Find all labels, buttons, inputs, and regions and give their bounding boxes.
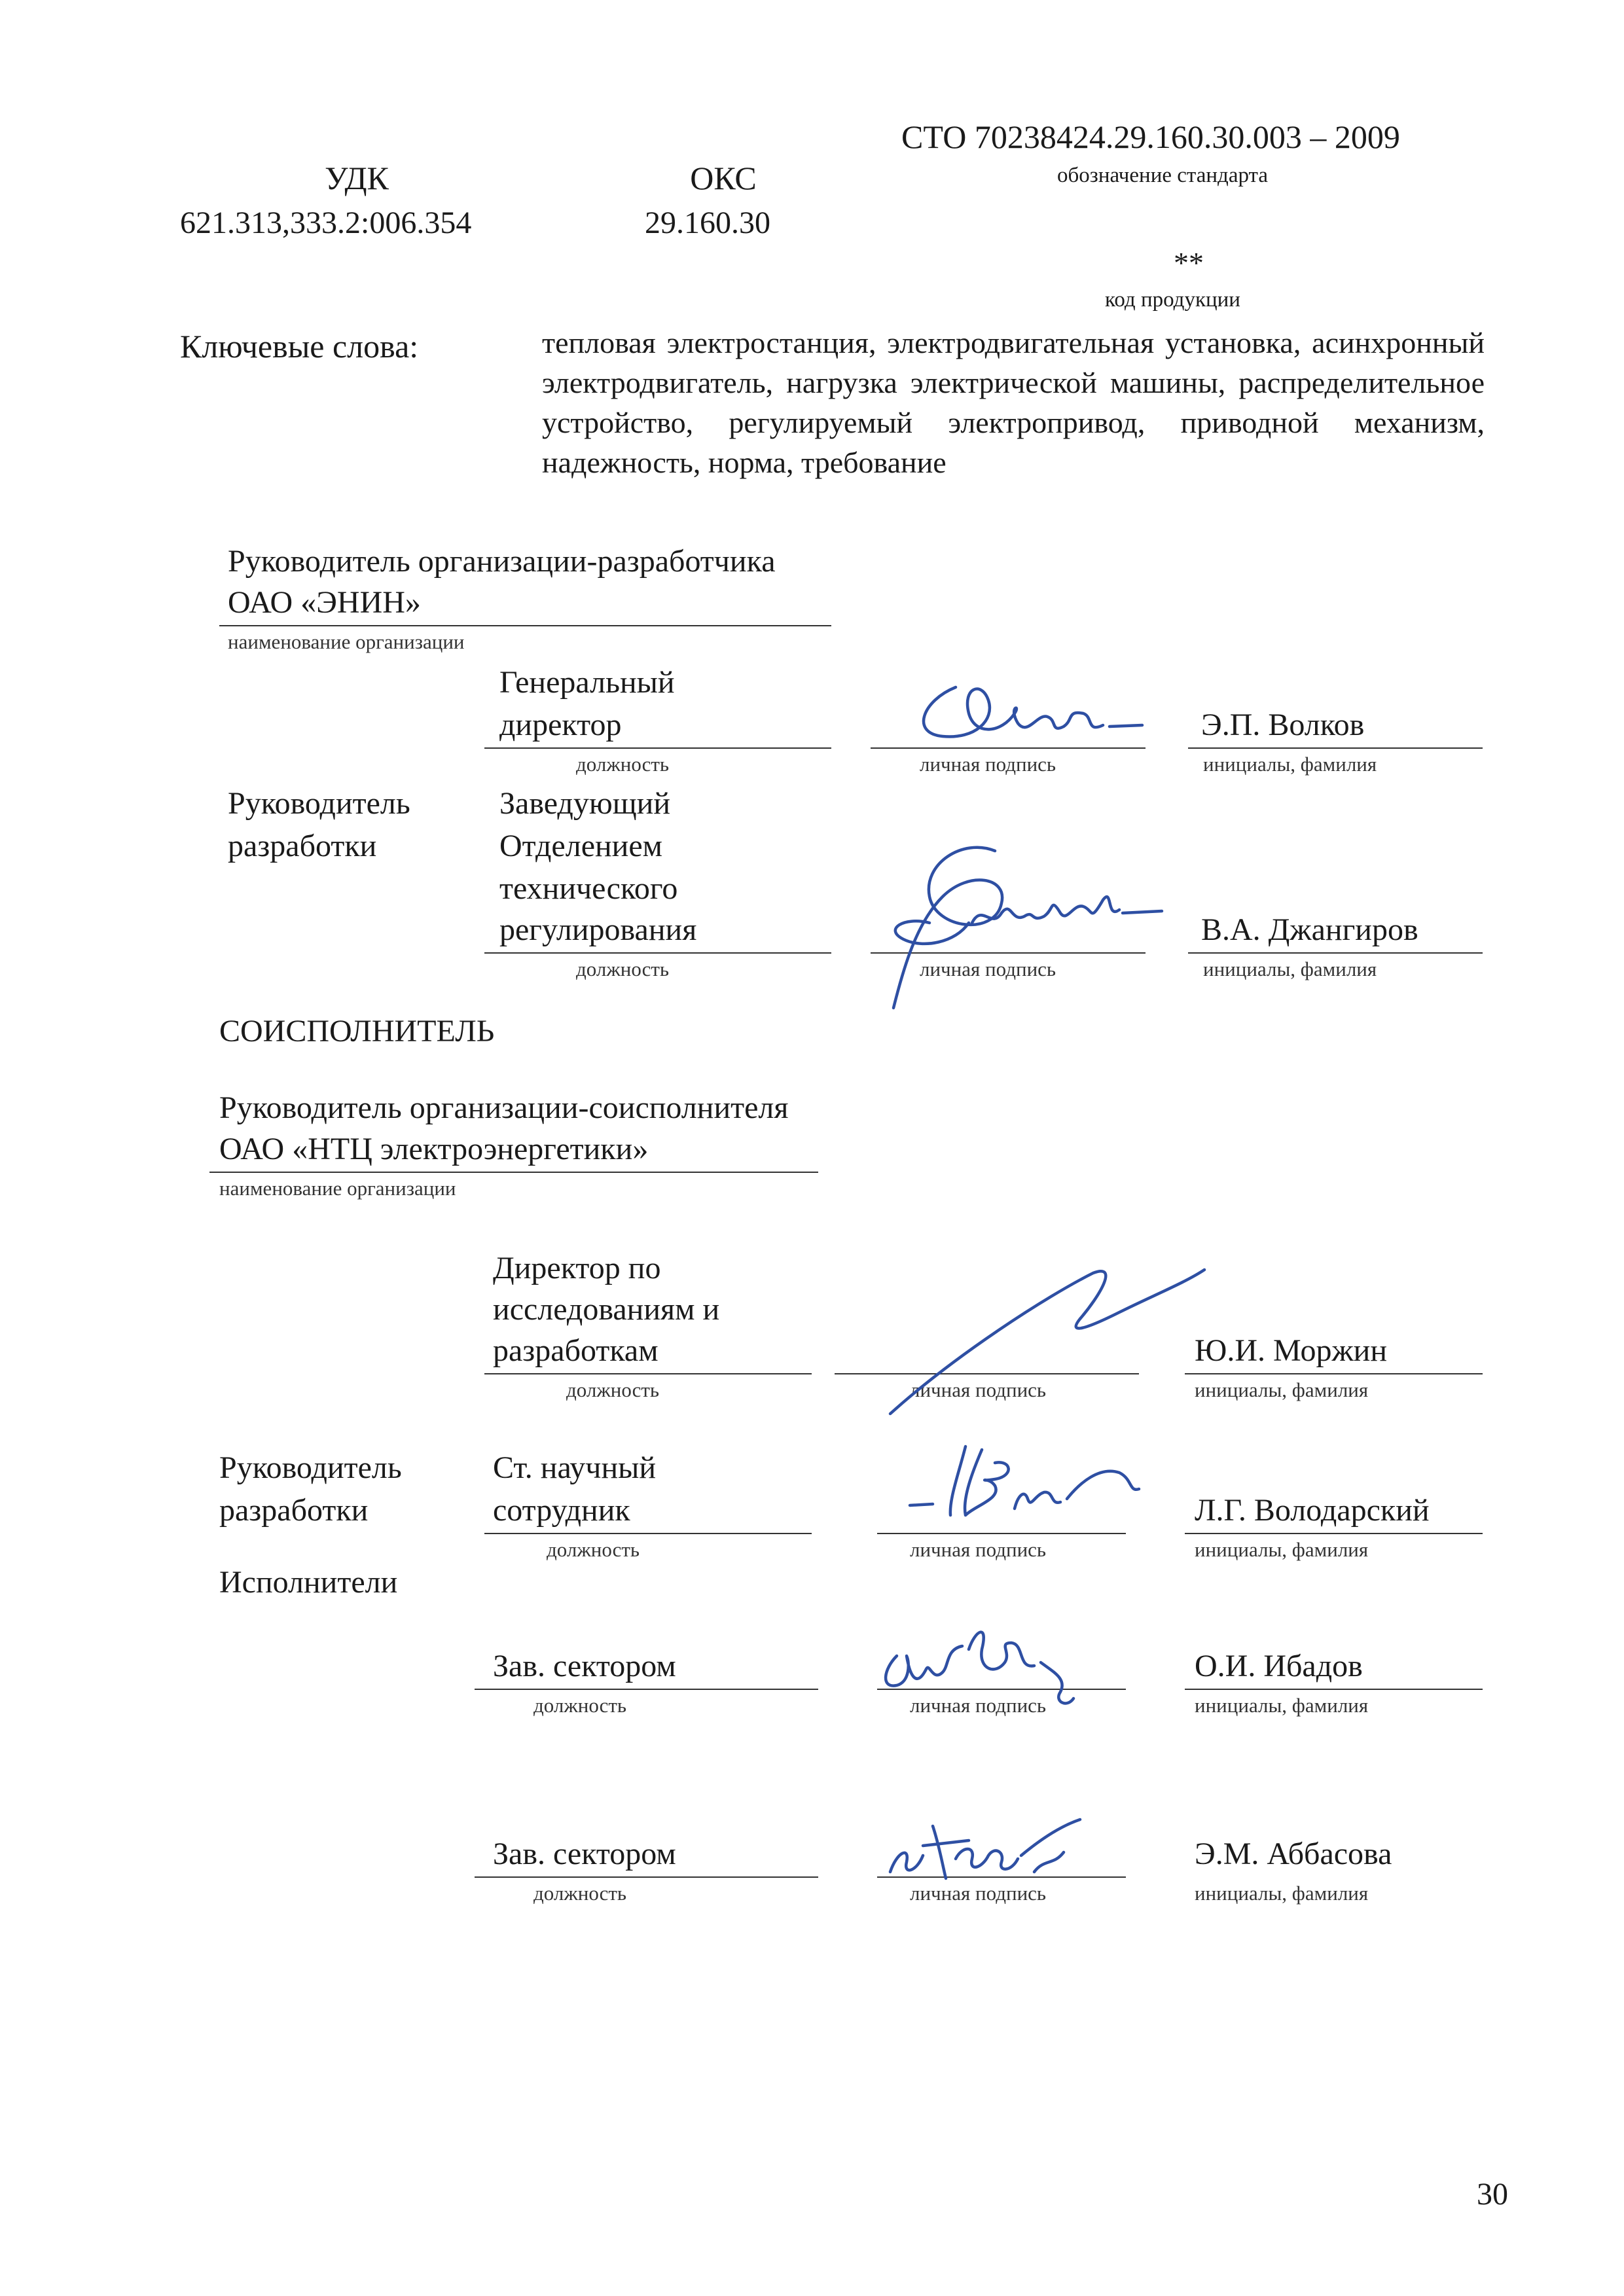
position-line-rule	[484, 1373, 812, 1374]
position-line: исследованиям и	[493, 1292, 720, 1327]
name-caption: инициалы, фамилия	[1203, 958, 1377, 980]
udk-value: 621.313,333.2:006.354	[180, 206, 472, 240]
position-caption: должность	[576, 958, 670, 980]
developer-org-line	[219, 625, 831, 626]
name-line	[1185, 1373, 1483, 1374]
position-caption: должность	[547, 1538, 640, 1561]
signature-mark	[871, 1610, 1119, 1721]
position-line: Генеральный	[499, 665, 675, 700]
role-line: разработки	[228, 829, 377, 863]
position-line: разработкам	[493, 1333, 659, 1368]
position-caption: должность	[533, 1694, 627, 1717]
standard-caption: обозначение стандарта	[1057, 164, 1269, 187]
position-caption: должность	[576, 753, 670, 776]
signature-mark	[877, 1244, 1218, 1427]
signature-mark	[864, 825, 1172, 1021]
position-line: регулирования	[499, 912, 697, 947]
name-caption: инициалы, фамилия	[1195, 1882, 1369, 1905]
position-line: Отделением	[499, 829, 663, 863]
position-caption: должность	[533, 1882, 627, 1905]
position-line: Зав. сектором	[493, 1649, 676, 1683]
signature-caption: личная подпись	[910, 1694, 1047, 1717]
role-line: Руководитель	[228, 786, 410, 821]
signature-caption: личная подпись	[920, 753, 1056, 776]
name-caption: инициалы, фамилия	[1195, 1538, 1369, 1561]
name-caption: инициалы, фамилия	[1203, 753, 1377, 776]
position-line-rule	[475, 1876, 818, 1878]
position-line: Директор по	[493, 1251, 661, 1285]
position-line: Зав. сектором	[493, 1837, 676, 1871]
signer-name: Э.М. Аббасова	[1195, 1837, 1392, 1871]
signer-name: Ю.И. Моржин	[1195, 1333, 1388, 1368]
name-line	[1185, 1689, 1483, 1690]
oks-value: 29.160.30	[645, 206, 770, 240]
signature-caption: личная подпись	[910, 1378, 1047, 1401]
position-line-rule	[484, 747, 831, 749]
name-caption: инициалы, фамилия	[1195, 1378, 1369, 1401]
coexecutor-org: ОАО «НТЦ электроэнергетики»	[219, 1132, 649, 1166]
signer-name: Л.Г. Володарский	[1195, 1493, 1430, 1528]
keywords-text: тепловая электростанция, электродвигательная установка, асинхронный электродвигатель, нагрузка электрической машины, распределительное устройство, регулируемый электропривод, приводной механизм, надежность, норма, требование	[542, 326, 1485, 479]
position-caption: должность	[566, 1378, 660, 1401]
page-number: 30	[1477, 2177, 1508, 2212]
signature-mark	[897, 674, 1152, 753]
signature-caption: личная подпись	[920, 958, 1056, 980]
signer-name: В.А. Джангиров	[1201, 912, 1418, 947]
position-line: технического	[499, 871, 678, 906]
udk-label: УДК	[325, 160, 389, 196]
coexecutor-org-caption: наименование организации	[219, 1177, 456, 1200]
signature-caption: личная подпись	[910, 1882, 1047, 1905]
name-line	[1188, 952, 1483, 954]
position-line-rule	[475, 1689, 818, 1690]
position-line: сотрудник	[493, 1493, 630, 1528]
keywords-label: Ключевые слова:	[180, 328, 419, 365]
standard-code: СТО 70238424.29.160.30.003 – 2009	[901, 118, 1400, 155]
oks-label: ОКС	[690, 160, 757, 196]
name-line	[1185, 1533, 1483, 1534]
role-line: Исполнители	[219, 1565, 398, 1600]
developer-heading: Руководитель организации-разработчика	[228, 544, 776, 579]
signer-name: О.И. Ибадов	[1195, 1649, 1363, 1683]
name-caption: инициалы, фамилия	[1195, 1694, 1369, 1717]
position-line: Ст. научный	[493, 1450, 657, 1485]
coexecutor-title: СОИСПОЛНИТЕЛЬ	[219, 1014, 495, 1049]
signature-mark	[903, 1433, 1152, 1532]
signature-mark	[877, 1800, 1100, 1898]
position-line-rule	[484, 952, 831, 954]
role-line: разработки	[219, 1493, 369, 1528]
developer-org-caption: наименование организации	[228, 630, 465, 653]
product-code: **	[1174, 246, 1204, 279]
signer-name: Э.П. Волков	[1201, 708, 1365, 742]
coexecutor-org-line	[209, 1172, 818, 1173]
position-line: директор	[499, 708, 622, 742]
product-code-caption: код продукции	[1105, 288, 1240, 312]
developer-org: ОАО «ЭНИН»	[228, 585, 421, 620]
signature-caption: личная подпись	[910, 1538, 1047, 1561]
position-line-rule	[484, 1533, 812, 1534]
position-line: Заведующий	[499, 786, 671, 821]
name-line	[1188, 747, 1483, 749]
signature-line	[877, 1533, 1126, 1534]
role-line: Руководитель	[219, 1450, 402, 1485]
coexecutor-heading: Руководитель организации-соисполнителя	[219, 1090, 789, 1125]
